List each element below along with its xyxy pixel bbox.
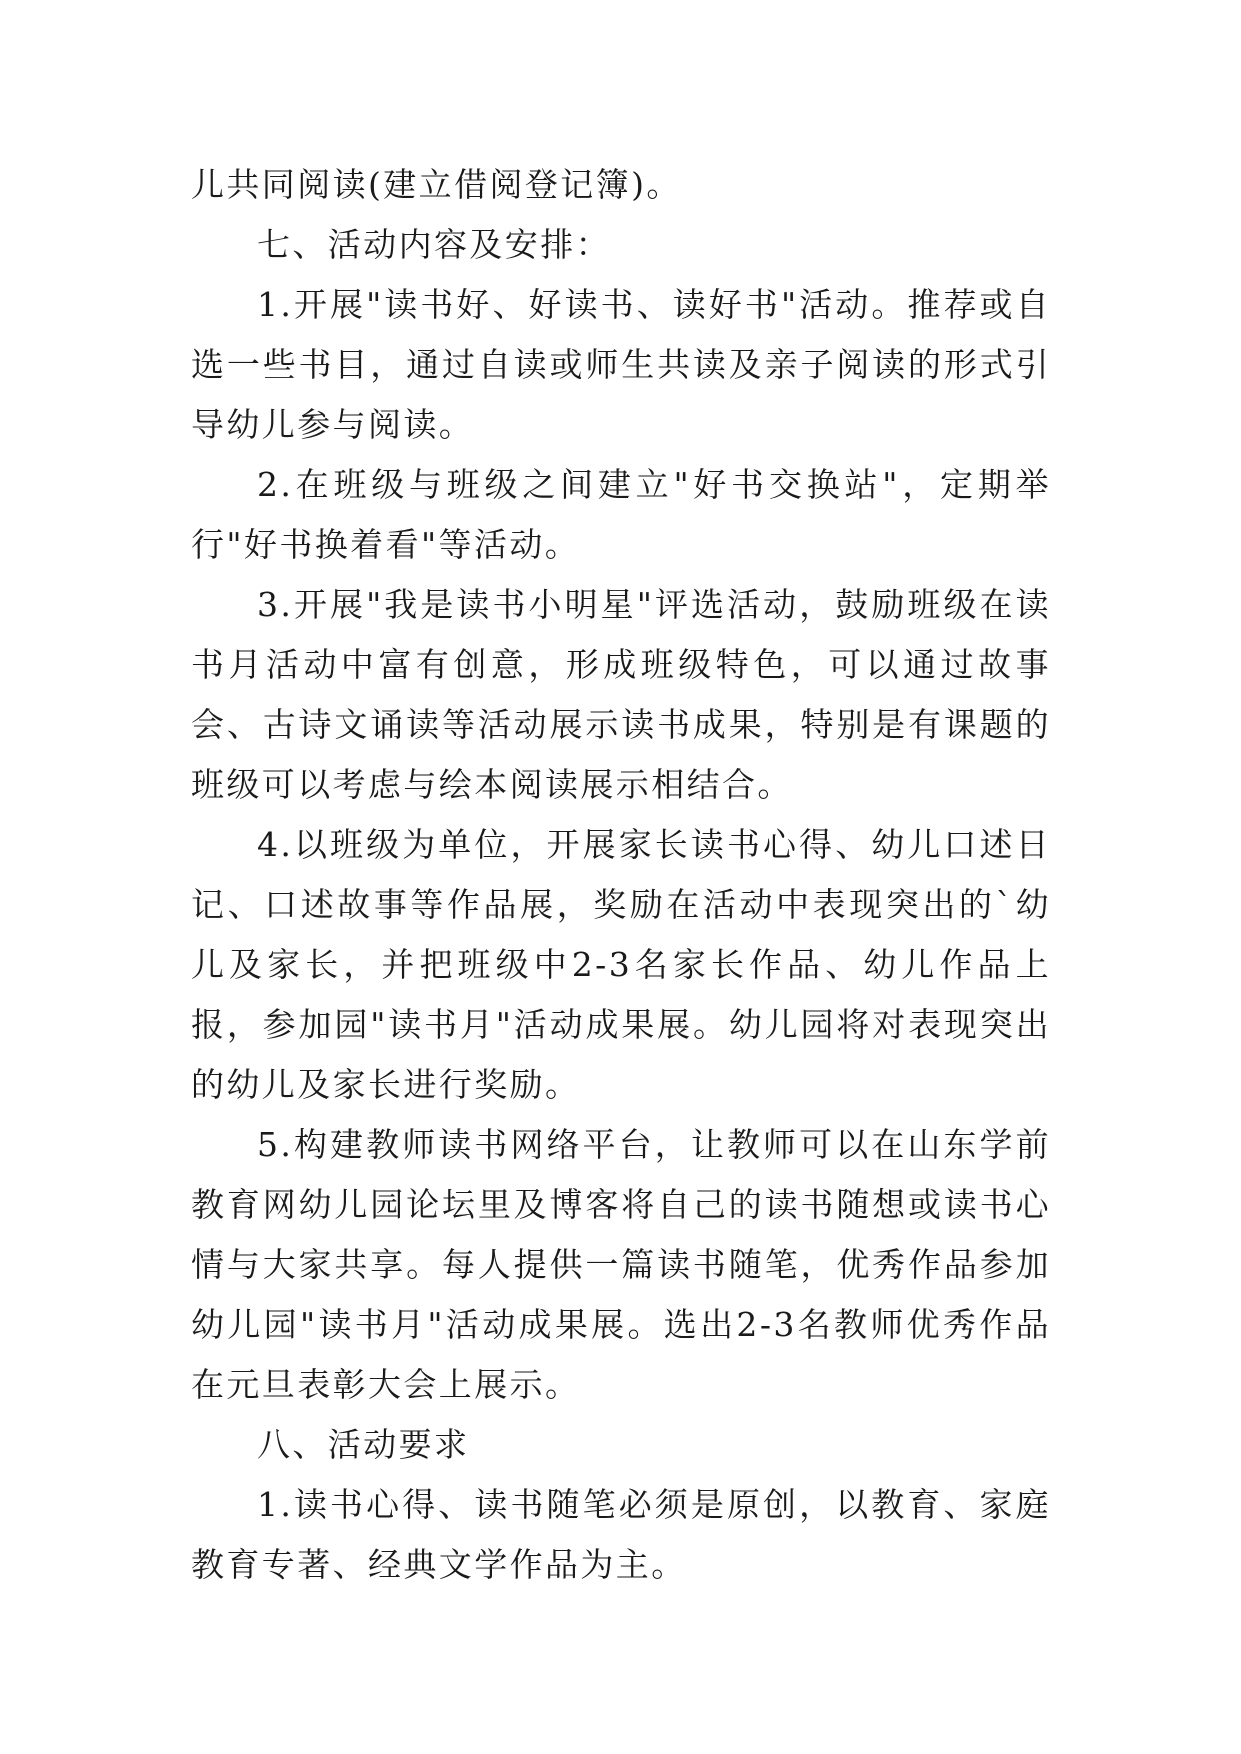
list-item-2: 2.在班级与班级之间建立"好书交换站"，定期举行"好书换着看"等活动。 (191, 465, 1051, 564)
list-item-5: 5.构建教师读书网络平台，让教师可以在山东学前教育网幼儿园论坛里及博客将自己的读书随想或读书心情与大家共享。每人提供一篇读书随笔，优秀作品参加幼儿园"读书月"活动成果展。选出2-3名教师优秀作品在元旦表彰大会上展示。 (191, 1125, 1051, 1404)
section-heading-activity-requirements: 八、活动要求 (257, 1425, 470, 1464)
list-item-1: 1.开展"读书好、好读书、读好书"活动。推荐或自选一些书目，通过自读或师生共读及亲子阅读的形式引导幼儿参与阅读。 (191, 285, 1051, 444)
paragraph-continuation: 儿共同阅读(建立借阅登记簿)。 (191, 165, 682, 204)
list-item-4: 4.以班级为单位，开展家长读书心得、幼儿口述日记、口述故事等作品展，奖励在活动中表现突出的`幼儿及家长，并把班级中2-3名家长作品、幼儿作品上报，参加园"读书月"活动成果展。幼儿园将对表现突出的幼儿及家长进行奖励。 (191, 825, 1051, 1104)
section-heading-activity-content: 七、活动内容及安排： (257, 225, 611, 264)
requirement-item-1: 1.读书心得、读书随笔必须是原创，以教育、家庭教育专著、经典文学作品为主。 (191, 1485, 1051, 1584)
list-item-3: 3.开展"我是读书小明星"评选活动，鼓励班级在读书月活动中富有创意，形成班级特色，可以通过故事会、古诗文诵读等活动展示读书成果，特别是有课题的班级可以考虑与绘本阅读展示相结合。 (191, 585, 1051, 804)
document-page (191, 155, 1051, 1595)
